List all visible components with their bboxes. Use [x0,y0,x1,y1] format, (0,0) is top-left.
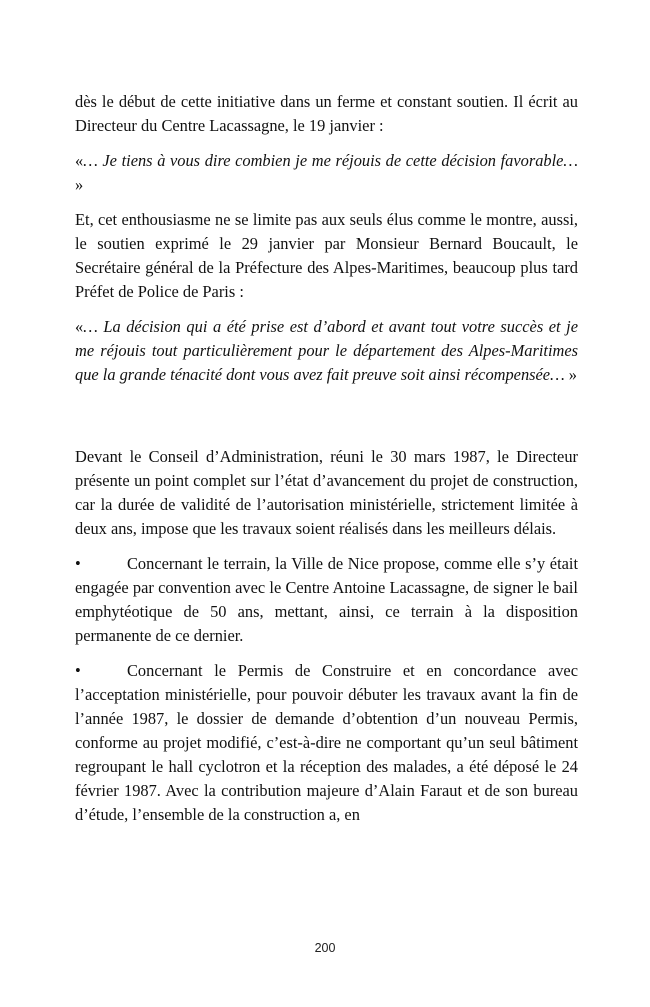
bullet-text: Concernant le Permis de Construire et en concordance avec l’acceptation ministérielle, pour pouvoir débuter les travaux avant la fin de l’année 1987, le dossier de demande d’obtention d’un nouveau Permis, conforme au projet modifié, c’est-à-dire ne comportant qu’un seul bâtiment regroupant le hall cyclotron et la réception des malades, a été déposé le 24 février 1987. Avec la contribution majeure d’Alain Faraut et de son bureau d’étude, l’ensemble de la construction a, en [75,661,578,824]
quote-open-mark: « [75,317,84,336]
quote-text: … Je tiens à vous dire combien je me réjouis de cette décision favorable… [83,151,578,170]
bullet-text: Concernant le terrain, la Ville de Nice propose, comme elle s’y était engagée par convention avec le Centre Antoine Lacassagne, de signer le bail emphytéotique de 50 ans, mettant, ainsi, ce terrain à la disposition permanente de ce dernier. [75,554,578,645]
quote-text: … La décision qui a été prise est d’abord et avant tout votre succès et je me réjouis tout particulièrement pour le département des Alpes-Maritimes que la grande ténacité dont vous avez fait preuve soit ainsi récompensée… [75,317,578,384]
quote-close-mark: » [75,175,84,194]
quote-prefecture [75,315,578,387]
paragraph-enthusiasm: Et, cet enthousiasme ne se limite pas aux seuls élus comme le montre, aussi, le soutien exprimé le 29 janvier par Monsieur Bernard Boucault, le Secrétaire général de la Préfecture des Alpes-Maritimes, beaucoup plus tard Préfet de Police de Paris : [75,210,578,301]
page-number: 200 [314,941,336,955]
paragraph-intro: dès le début de cette initiative dans un ferme et constant soutien. Il écrit au Directeur du Centre Lacassagne, le 19 janvier : [75,92,578,135]
bullet-mark: • [75,554,81,573]
paragraph-conseil: Devant le Conseil d’Administration, réuni le 30 mars 1987, le Directeur présente un point complet sur l’état d’avancement du projet de construction, car la durée de validité de l’autorisation ministérielle, strictement limitée à deux ans, impose que les travaux soient réalisés dans les meilleurs délais. [75,447,578,538]
quote-mayor [75,149,578,197]
bullet-item-terrain [75,552,578,648]
bullet-item-permis [75,659,578,827]
quote-open-mark: « [75,151,84,170]
bullet-mark: • [75,661,81,680]
page-body [75,90,578,827]
quote-close-mark: » [564,365,577,384]
